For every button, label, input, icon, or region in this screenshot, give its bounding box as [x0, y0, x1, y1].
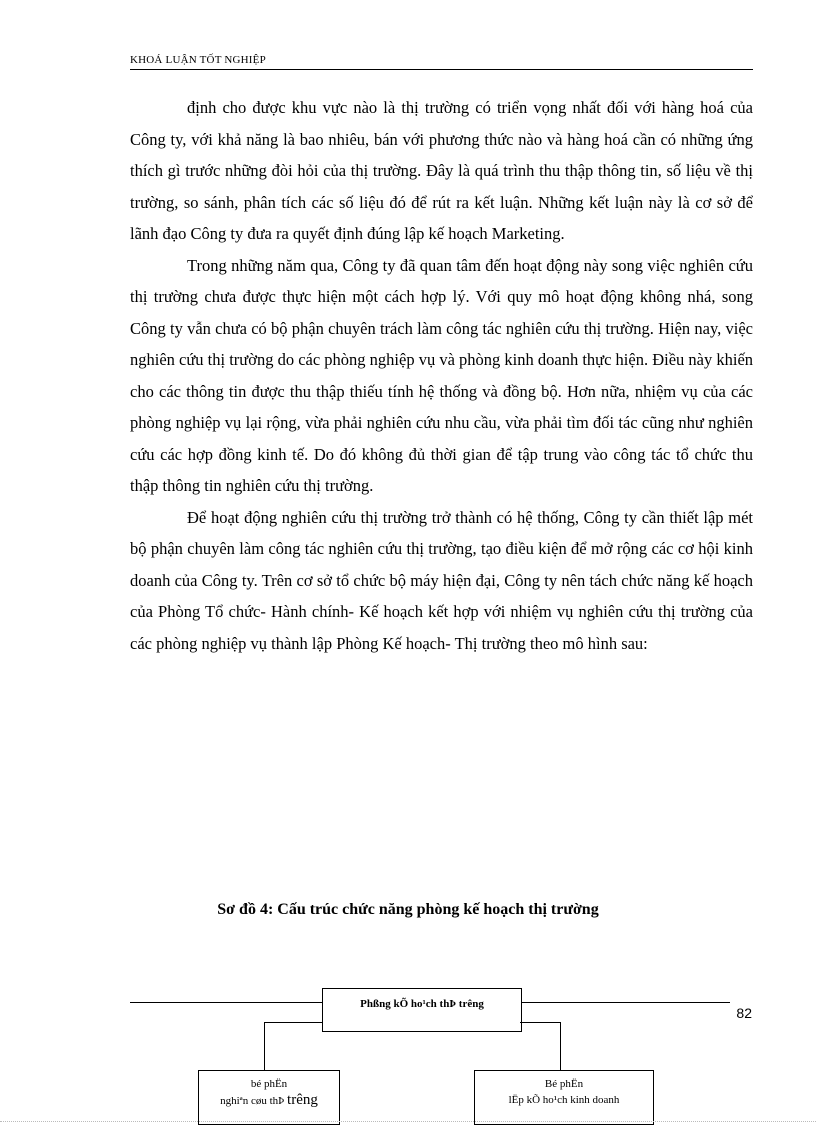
- header-rule: [130, 69, 753, 70]
- diagram-box-right: [474, 1070, 654, 1125]
- diagram-box-top: [322, 988, 522, 1032]
- connector-right-horizontal: [520, 1022, 560, 1023]
- diagram-box-right-line2: lËp kÕ ho¹ch kinh doanh: [508, 1094, 620, 1106]
- footer-rule-left: [130, 1002, 322, 1003]
- connector-right-vertical: [560, 1022, 561, 1070]
- diagram-box-top-label: Phßng kÕ ho¹ch thÞ trêng: [360, 998, 484, 1010]
- diagram-box-right-line1: Bé phËn: [544, 1078, 584, 1090]
- diagram-box-left-line1: bé phËn: [250, 1078, 288, 1090]
- paragraph-3: Để hoạt động nghiên cứu thị trường trở thành có hệ thống, Công ty cần thiết lập mét bộ phận chuyên làm công tác nghiên cứu thị trường, tạo điều kiện để mở rộng các cơ hội kinh doanh của Công ty. Trên cơ sở tổ chức bộ máy hiện đại, Công ty nên tách chức năng kế hoạch của Phòng Tổ chức- Hành chính- Kế hoạch kết hợp với nhiệm vụ nghiên cứu thị trường của các phòng nghiệp vụ thành lập Phòng Kế hoạch- Thị trường theo mô hình sau:: [130, 507, 753, 653]
- footer-rule-right: [522, 1002, 730, 1003]
- diagram-caption: Sơ đồ 4: Cấu trúc chức năng phòng kế hoạch thị trường: [217, 901, 599, 918]
- connector-left-horizontal: [264, 1022, 322, 1023]
- paragraph-2: Trong những năm qua, Công ty đã quan tâm đến hoạt động này song việc nghiên cứu thị trường chưa được thực hiện một cách hợp lý. Với quy mô hoạt động không nhá, song Công ty vẫn chưa có bộ phận chuyên trách làm công tác nghiên cứu thị trường. Hiện nay, việc nghiên cứu thị trường do các phòng nghiệp vụ và phòng kinh doanh thực hiện. Điều này khiến cho các thông tin được thu thập thiếu tính hệ thống và đồng bộ. Hơn nữa, nhiệm vụ của các phòng nghiệp vụ lại rộng, vừa phải nghiên cứu nhu cầu, vừa phải tìm đối tác cũng như nghiên cứu các hợp đồng kinh tế. Do đó không đủ thời gian để tập trung vào công tác tổ chức thu thập thông tin nghiên cứu thị trường.: [130, 255, 754, 495]
- diagram-box-left-line2b: trêng: [287, 1092, 318, 1108]
- diagram-box-left: [198, 1070, 340, 1125]
- diagram-box-left-line2a: nghiªn cøu thÞ: [220, 1095, 285, 1107]
- paragraph-1: định cho được khu vực nào là thị trường có triển vọng nhất đối với hàng hoá của Công ty, với khả năng là bao nhiêu, bán với phương thức nào và hàng hoá cần có những ứng thích gì trước những đòi hỏi của thị trường. Đây là quá trình thu thập thông tin, số liệu về thị trường, so sánh, phân tích các số liệu đó để rút ra kết luận. Những kết luận này là cơ sở để lãnh đạo Công ty đưa ra quyết định đúng lập kế hoạch Marketing.: [130, 98, 753, 243]
- body-text: [130, 92, 753, 659]
- page-bottom-dotted-edge: [0, 1121, 816, 1122]
- running-header: KHOÁ LUẬN TỐT NGHIỆP: [130, 54, 266, 66]
- connector-left-vertical: [264, 1022, 265, 1070]
- page-number: 82: [736, 1005, 752, 1021]
